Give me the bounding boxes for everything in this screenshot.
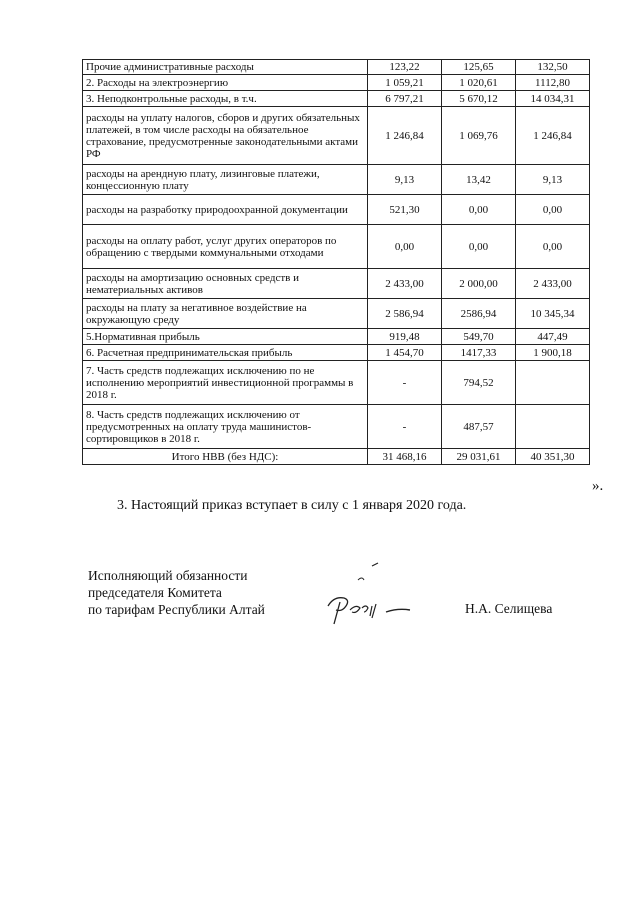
value-cell: 132,50 (516, 60, 590, 75)
value-cell: 1 059,21 (368, 75, 442, 91)
value-cell: 0,00 (516, 225, 590, 269)
row-label: 6. Расчетная предпринимательская прибыль (83, 345, 368, 361)
total-value-cell: 40 351,30 (516, 449, 590, 465)
value-cell: 1112,80 (516, 75, 590, 91)
row-label: расходы на разработку природоохранной документации (83, 195, 368, 225)
row-label: 2. Расходы на электроэнергию (83, 75, 368, 91)
value-cell: 9,13 (516, 165, 590, 195)
value-cell: 13,42 (442, 165, 516, 195)
value-cell: 14 034,31 (516, 91, 590, 107)
value-cell: 1 454,70 (368, 345, 442, 361)
table-row (83, 405, 590, 449)
row-label: Прочие административные расходы (83, 60, 368, 75)
total-row (83, 449, 590, 465)
value-cell: 1 246,84 (516, 107, 590, 165)
value-cell (516, 361, 590, 405)
table-row (83, 345, 590, 361)
value-cell: 6 797,21 (368, 91, 442, 107)
value-cell: 794,52 (442, 361, 516, 405)
value-cell: 0,00 (516, 195, 590, 225)
value-cell: 2 433,00 (368, 269, 442, 299)
value-cell: - (368, 361, 442, 405)
row-label: 5.Нормативная прибыль (83, 329, 368, 345)
table-row (83, 361, 590, 405)
value-cell: 1 069,76 (442, 107, 516, 165)
handwritten-signature (310, 560, 430, 630)
row-label: 3. Неподконтрольные расходы, в т.ч. (83, 91, 368, 107)
table-row (83, 195, 590, 225)
table-row (83, 165, 590, 195)
signatory-line: по тарифам Республики Алтай (88, 602, 265, 617)
value-cell: 521,30 (368, 195, 442, 225)
row-label: расходы на амортизацию основных средств и нематериальных активов (83, 269, 368, 299)
value-cell: 1 246,84 (368, 107, 442, 165)
value-cell: 549,70 (442, 329, 516, 345)
table-row (83, 299, 590, 329)
value-cell: 123,22 (368, 60, 442, 75)
value-cell: 125,65 (442, 60, 516, 75)
table-row (83, 329, 590, 345)
signatory-title (88, 567, 265, 618)
value-cell: 9,13 (368, 165, 442, 195)
value-cell: 1 900,18 (516, 345, 590, 361)
row-label: расходы на оплату работ, услуг других операторов по обращению с твердыми коммунальными отходами (83, 225, 368, 269)
total-label: Итого НВВ (без НДС): (83, 449, 368, 465)
value-cell: 2 433,00 (516, 269, 590, 299)
total-value-cell: 31 468,16 (368, 449, 442, 465)
row-label: расходы на уплату налогов, сборов и других обязательных платежей, в том числе расходы на обязательное страхование, предусмотренные законодательными актами РФ (83, 107, 368, 165)
value-cell (516, 405, 590, 449)
value-cell: 2 586,94 (368, 299, 442, 329)
table-row (83, 91, 590, 107)
value-cell: 0,00 (442, 195, 516, 225)
effective-date-paragraph: 3. Настоящий приказ вступает в силу с 1 января 2020 года. (117, 498, 467, 513)
table-row (83, 60, 590, 75)
value-cell: 0,00 (368, 225, 442, 269)
value-cell: 10 345,34 (516, 299, 590, 329)
row-label: расходы на арендную плату, лизинговые платежи, концессионную плату (83, 165, 368, 195)
value-cell: 487,57 (442, 405, 516, 449)
table-row (83, 269, 590, 299)
tariff-budget-table (82, 59, 590, 465)
value-cell: 1 020,61 (442, 75, 516, 91)
closing-quote: ». (592, 478, 604, 494)
total-value-cell: 29 031,61 (442, 449, 516, 465)
signatory-name: Н.А. Селищева (465, 601, 553, 616)
row-label: 8. Часть средств подлежащих исключению от предусмотренных на оплату труда машинистов-сортировщиков в 2018 г. (83, 405, 368, 449)
value-cell: 447,49 (516, 329, 590, 345)
value-cell: 5 670,12 (442, 91, 516, 107)
value-cell: 0,00 (442, 225, 516, 269)
signatory-line: председателя Комитета (88, 585, 222, 600)
value-cell: 2586,94 (442, 299, 516, 329)
value-cell: 919,48 (368, 329, 442, 345)
row-label: расходы на плату за негативное воздействие на окружающую среду (83, 299, 368, 329)
value-cell: 1417,33 (442, 345, 516, 361)
value-cell: - (368, 405, 442, 449)
value-cell: 2 000,00 (442, 269, 516, 299)
table-row (83, 225, 590, 269)
signatory-line: Исполняющий обязанности (88, 568, 248, 583)
table-row (83, 107, 590, 165)
row-label: 7. Часть средств подлежащих исключению по не исполнению мероприятий инвестиционной программы в 2018 г. (83, 361, 368, 405)
table-row (83, 75, 590, 91)
